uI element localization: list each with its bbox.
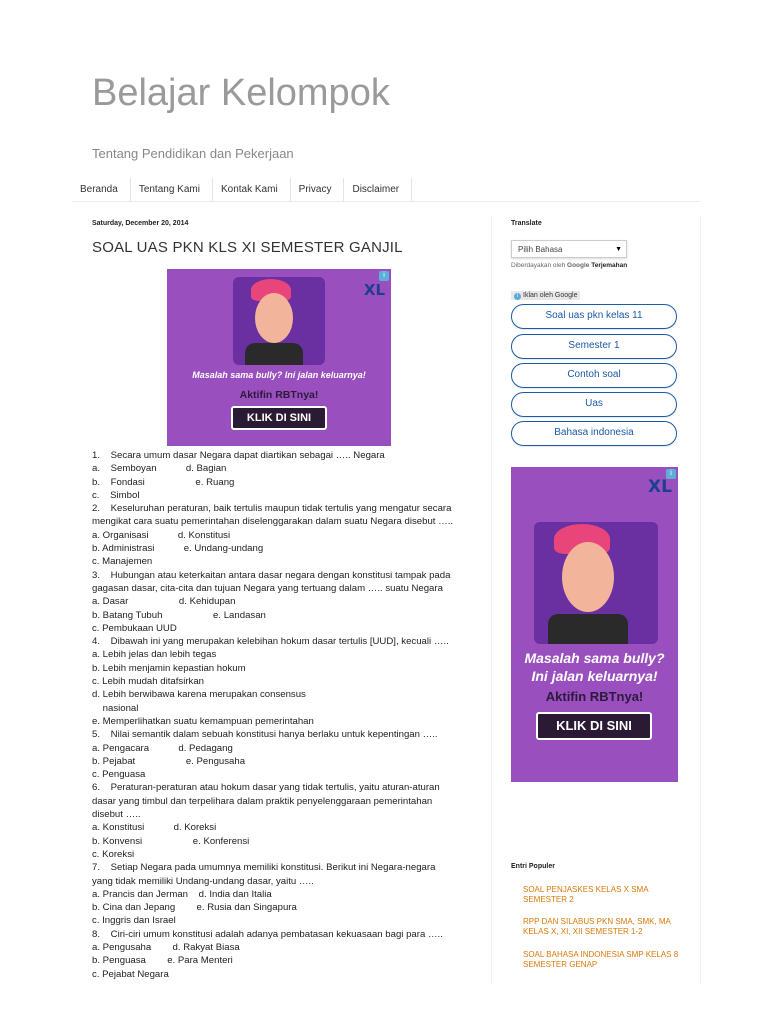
- post-line: c. Koreksi: [92, 848, 135, 860]
- post-line: 6. Peraturan-peraturan atau hokum dasar yang tidak tertulis, yaitu aturan-aturan: [92, 782, 440, 794]
- ad-cta-button[interactable]: KLIK DI SINI: [536, 712, 652, 740]
- post-line: b. Pejabat e. Pengusaha: [92, 755, 246, 767]
- nav-kontak-kami[interactable]: Kontak Kami: [213, 178, 291, 202]
- blog-title[interactable]: Belajar Kelompok: [92, 72, 390, 114]
- ad-cta-button[interactable]: KLIK DI SINI: [231, 406, 327, 430]
- post-title[interactable]: SOAL UAS PKN KLS XI SEMESTER GANJIL: [92, 239, 403, 256]
- dropdown-caret-icon: ▼: [615, 246, 622, 253]
- post-line: 5. Nilai semantik dalam sebuah konstitusi hanya berlaku untuk kepentingan …..: [92, 729, 438, 741]
- post-line: b. Batang Tubuh e. Landasan: [92, 609, 266, 621]
- post-line: a. Semboyan d. Bagian: [92, 463, 227, 475]
- post-line: dasar yang timbul dan terpelihara dalam praktik penyelenggaraan pemerintahan: [92, 795, 433, 807]
- post-line: c. Manajemen: [92, 556, 153, 568]
- nav-privacy[interactable]: Privacy: [291, 178, 345, 202]
- ad-link-pill[interactable]: Uas: [511, 392, 677, 417]
- post-line: a. Pengusaha d. Rakyat Biasa: [92, 941, 240, 953]
- shirt-shape: [548, 614, 628, 644]
- post-line: a. Prancis dan Jerman d. India dan Italia: [92, 888, 272, 900]
- post-line: c. Pejabat Negara: [92, 968, 169, 980]
- powered-prefix: Diberdayakan oleh: [511, 262, 566, 269]
- ad-link-pill[interactable]: Contoh soal: [511, 363, 677, 388]
- popular-post-link[interactable]: RPP DAN SILABUS PKN SMA, SMK, MA KELAS X, XI, XII SEMESTER 1-2: [523, 917, 671, 936]
- nav-disclaimer[interactable]: Disclaimer: [344, 178, 412, 202]
- post-line: a. Lebih jelas dan lebih tegas: [92, 649, 217, 661]
- post-line: e. Memperlihatkan suatu kemampuan pemerintahan: [92, 715, 314, 727]
- post-line: a. Pengacara d. Pedagang: [92, 742, 233, 754]
- post-line: yang tidak memiliki Undang-undang dasar, yaitu …..: [92, 875, 314, 887]
- ad-link-pill[interactable]: Semester 1: [511, 334, 677, 359]
- ad-link-pill[interactable]: Soal uas pkn kelas 11: [511, 304, 677, 329]
- ads-by-google-label[interactable]: [511, 291, 580, 300]
- ad-illustration: [534, 522, 658, 644]
- ad-subline: Aktifin RBTnya!: [239, 389, 319, 401]
- post-line: disebut …..: [92, 809, 141, 821]
- post-date: Saturday, December 20, 2014: [92, 220, 189, 227]
- ad-illustration: [233, 277, 325, 365]
- ad-link-pill[interactable]: Bahasa indonesia: [511, 421, 677, 446]
- xl-logo: XL: [363, 281, 385, 299]
- post-line: b. Penguasa e. Para Menteri: [92, 955, 233, 967]
- post-line: d. Lebih berwibawa karena merupakan consensus: [92, 689, 306, 701]
- popular-post-link[interactable]: SOAL PENJASKES KELAS X SMA SEMESTER 2: [523, 885, 649, 904]
- xl-logo: XL: [648, 477, 672, 497]
- ad-headline: Masalah sama bully? Ini jalan keluarnya!: [192, 370, 366, 380]
- post-line: 1. Secara umum dasar Negara dapat diartikan sebagai ….. Negara: [92, 450, 385, 461]
- top-nav: [72, 178, 412, 202]
- language-select[interactable]: [511, 240, 627, 258]
- post-line: c. Inggris dan Israel: [92, 915, 176, 927]
- post-line: 4. Dibawah ini yang merupakan kelebihan hokum dasar tertulis [UUD], kecuali …..: [92, 636, 449, 648]
- post-body: [92, 449, 482, 981]
- adchoices-icon[interactable]: i: [379, 271, 389, 281]
- ads-by-google-text: Iklan oleh Google: [523, 292, 578, 299]
- ad-subline: Aktifin RBTnya!: [545, 689, 644, 704]
- ad-headline-line2: Ini jalan keluarnya!: [531, 668, 658, 684]
- shirt-shape: [245, 343, 303, 365]
- nav-beranda[interactable]: Beranda: [72, 178, 131, 202]
- post-line: 7. Setiap Negara pada umumnya memiliki konstitusi. Berikut ini Negara-negara: [92, 862, 436, 874]
- language-select-value: Pilih Bahasa: [518, 245, 563, 254]
- ad-banner-post[interactable]: [167, 269, 391, 446]
- post-line: 3. Hubungan atau keterkaitan antara dasar negara dengan konstitusi tampak pada: [92, 569, 451, 581]
- post-line: 8. Ciri-ciri umum konstitusi adalah adanya pembatasan kekuasaan bagi para …..: [92, 928, 443, 940]
- nav-tentang-kami[interactable]: Tentang Kami: [131, 178, 213, 202]
- post-line: b. Fondasi e. Ruang: [92, 476, 235, 488]
- post-line: nasional: [92, 702, 139, 714]
- post-line: 2. Keseluruhan peraturan, baik tertulis maupun tidak tertulis yang mengatur secara: [92, 503, 452, 515]
- adchoices-icon[interactable]: i: [666, 469, 676, 479]
- post-line: b. Administrasi e. Undang-undang: [92, 543, 264, 555]
- post-line: b. Konvensi e. Konferensi: [92, 835, 250, 847]
- blog-description: Tentang Pendidikan dan Pekerjaan: [92, 146, 294, 161]
- post-line: b. Cina dan Jepang e. Rusia dan Singapura: [92, 902, 297, 914]
- post-line: c. Pembukaan UUD: [92, 622, 177, 634]
- nav-divider: [72, 201, 700, 202]
- popular-posts-title: Entri Populer: [511, 863, 555, 870]
- column-divider: [491, 215, 492, 985]
- info-icon: i: [514, 293, 521, 300]
- post-line: c. Simbol: [92, 489, 140, 501]
- face-shape: [255, 293, 293, 343]
- post-line: c. Lebih mudah ditafsirkan: [92, 676, 204, 688]
- post-line: gagasan dasar, cita-cita dan tujuan Negara yang tertuang dalam ….. suatu Negara: [92, 582, 443, 594]
- column-divider-right: [700, 215, 701, 985]
- translate-link[interactable]: Terjemahan: [591, 262, 628, 269]
- post-line: b. Lebih menjamin kepastian hokum: [92, 662, 246, 674]
- post-line: a. Dasar d. Kehidupan: [92, 596, 236, 608]
- post-line: a. Konstitusi d. Koreksi: [92, 822, 217, 834]
- post-line: mengikat cara suatu pemerintahan diselenggarakan dalam suatu Negara disebut …..: [92, 516, 454, 528]
- post-line: a. Organisasi d. Konstitusi: [92, 529, 231, 541]
- post-line: c. Penguasa: [92, 769, 146, 781]
- translate-title: Translate: [511, 220, 542, 227]
- ad-banner-sidebar[interactable]: [511, 467, 678, 782]
- face-shape: [562, 542, 614, 612]
- popular-post-link[interactable]: SOAL BAHASA INDONESIA SMP KELAS 8 SEMESTER GENAP: [523, 950, 679, 969]
- powered-by: [511, 262, 627, 269]
- ad-headline-line1: Masalah sama bully?: [524, 650, 665, 666]
- google-logo: Google: [567, 262, 590, 269]
